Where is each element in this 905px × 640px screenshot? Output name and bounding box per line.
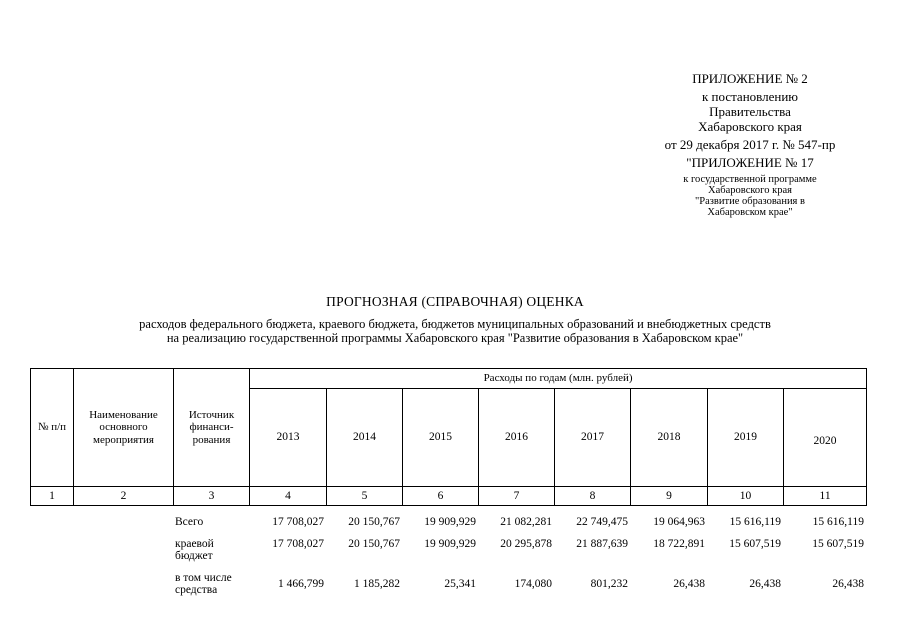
appendix-line-4: от 29 декабря 2017 г. № 547-пр	[664, 136, 836, 152]
appendix-sub-line-3: "Развитие образования в	[695, 195, 805, 207]
table-cell: 1 185,282	[354, 578, 400, 590]
row-label: в том числе средства	[175, 572, 232, 597]
table-cell: 22 749,475	[576, 516, 628, 528]
appendix-sub-line-2: Хабаровского края	[708, 184, 792, 196]
header-year: 2016	[479, 389, 555, 487]
table-cell: 15 607,519	[729, 538, 781, 550]
document-subtitle-1: расходов федерального бюджета, краевого бюджета, бюджетов муниципальных образований и внебюджетных средств	[139, 317, 771, 331]
column-number: 2	[74, 487, 174, 506]
table-cell: 174,080	[514, 578, 552, 590]
document-subtitle-2: на реализацию государственной программы Хабаровского края "Развитие образования в Хабаровском крае"	[166, 330, 744, 345]
header-number: № п/п	[31, 369, 74, 487]
column-number: 5	[327, 487, 403, 506]
header-activity-name: Наименование основного мероприятия	[74, 369, 174, 487]
appendix-sub-line-4: Хабаровском крае"	[707, 206, 793, 218]
header-year: 2017	[555, 389, 631, 487]
table-row	[30, 568, 866, 608]
column-number: 4	[250, 487, 327, 506]
table-cell: 1 466,799	[278, 578, 324, 590]
table-cell: 26,438	[832, 578, 864, 590]
table-cell: 15 616,119	[812, 516, 864, 528]
appendix-line-3: Хабаровского края	[698, 118, 802, 134]
column-number: 3	[174, 487, 250, 506]
header-year: 2015	[403, 389, 479, 487]
header-year: 2014	[327, 389, 403, 487]
table-cell: 17 708,027	[272, 516, 324, 528]
header-year: 2020	[784, 389, 867, 487]
table-cell: 19 909,929	[424, 516, 476, 528]
appendix-line-2: Правительства	[709, 103, 791, 119]
table-cell: 18 722,891	[653, 538, 705, 550]
column-number: 1	[31, 487, 74, 506]
table-cell: 801,232	[590, 578, 628, 590]
appendix-sub-title: "ПРИЛОЖЕНИЕ № 17	[686, 154, 814, 170]
table-cell: 17 708,027	[272, 538, 324, 550]
table-cell: 19 909,929	[424, 538, 476, 550]
column-number: 10	[708, 487, 784, 506]
column-number: 9	[631, 487, 708, 506]
document-title: ПРОГНОЗНАЯ (СПРАВОЧНАЯ) ОЦЕНКА	[326, 294, 584, 309]
row-label: краевой бюджет	[175, 538, 214, 563]
table-cell: 19 064,963	[653, 516, 705, 528]
column-number: 8	[555, 487, 631, 506]
row-label: Всего	[175, 516, 204, 528]
column-number: 7	[479, 487, 555, 506]
column-number-row	[31, 487, 867, 506]
header-year: 2019	[708, 389, 784, 487]
table-cell: 20 295,878	[500, 538, 552, 550]
appendix-block	[640, 72, 860, 218]
table-cell: 21 887,639	[576, 538, 628, 550]
table-cell: 20 150,767	[348, 538, 400, 550]
document-heading	[40, 294, 870, 346]
table-cell: 26,438	[749, 578, 781, 590]
table-cell: 20 150,767	[348, 516, 400, 528]
budget-table-body	[30, 512, 866, 608]
table-cell: 21 082,281	[500, 516, 552, 528]
header-funding-source: Источник финанси-рования	[174, 369, 250, 487]
table-cell: 15 616,119	[729, 516, 781, 528]
appendix-sub-line-1: к государственной программе	[683, 173, 817, 185]
appendix-title: ПРИЛОЖЕНИЕ № 2	[692, 71, 808, 86]
table-row	[30, 536, 866, 568]
header-year: 2013	[250, 389, 327, 487]
header-expenses-by-year: Расходы по годам (млн. рублей)	[250, 369, 867, 389]
column-number: 6	[403, 487, 479, 506]
table-cell: 26,438	[673, 578, 705, 590]
table-cell: 15 607,519	[812, 538, 864, 550]
table-row	[30, 512, 866, 536]
table-cell: 25,341	[444, 578, 476, 590]
appendix-line-1: к постановлению	[701, 88, 799, 104]
header-year: 2018	[631, 389, 708, 487]
budget-table-header	[30, 368, 867, 506]
column-number: 11	[784, 487, 867, 506]
